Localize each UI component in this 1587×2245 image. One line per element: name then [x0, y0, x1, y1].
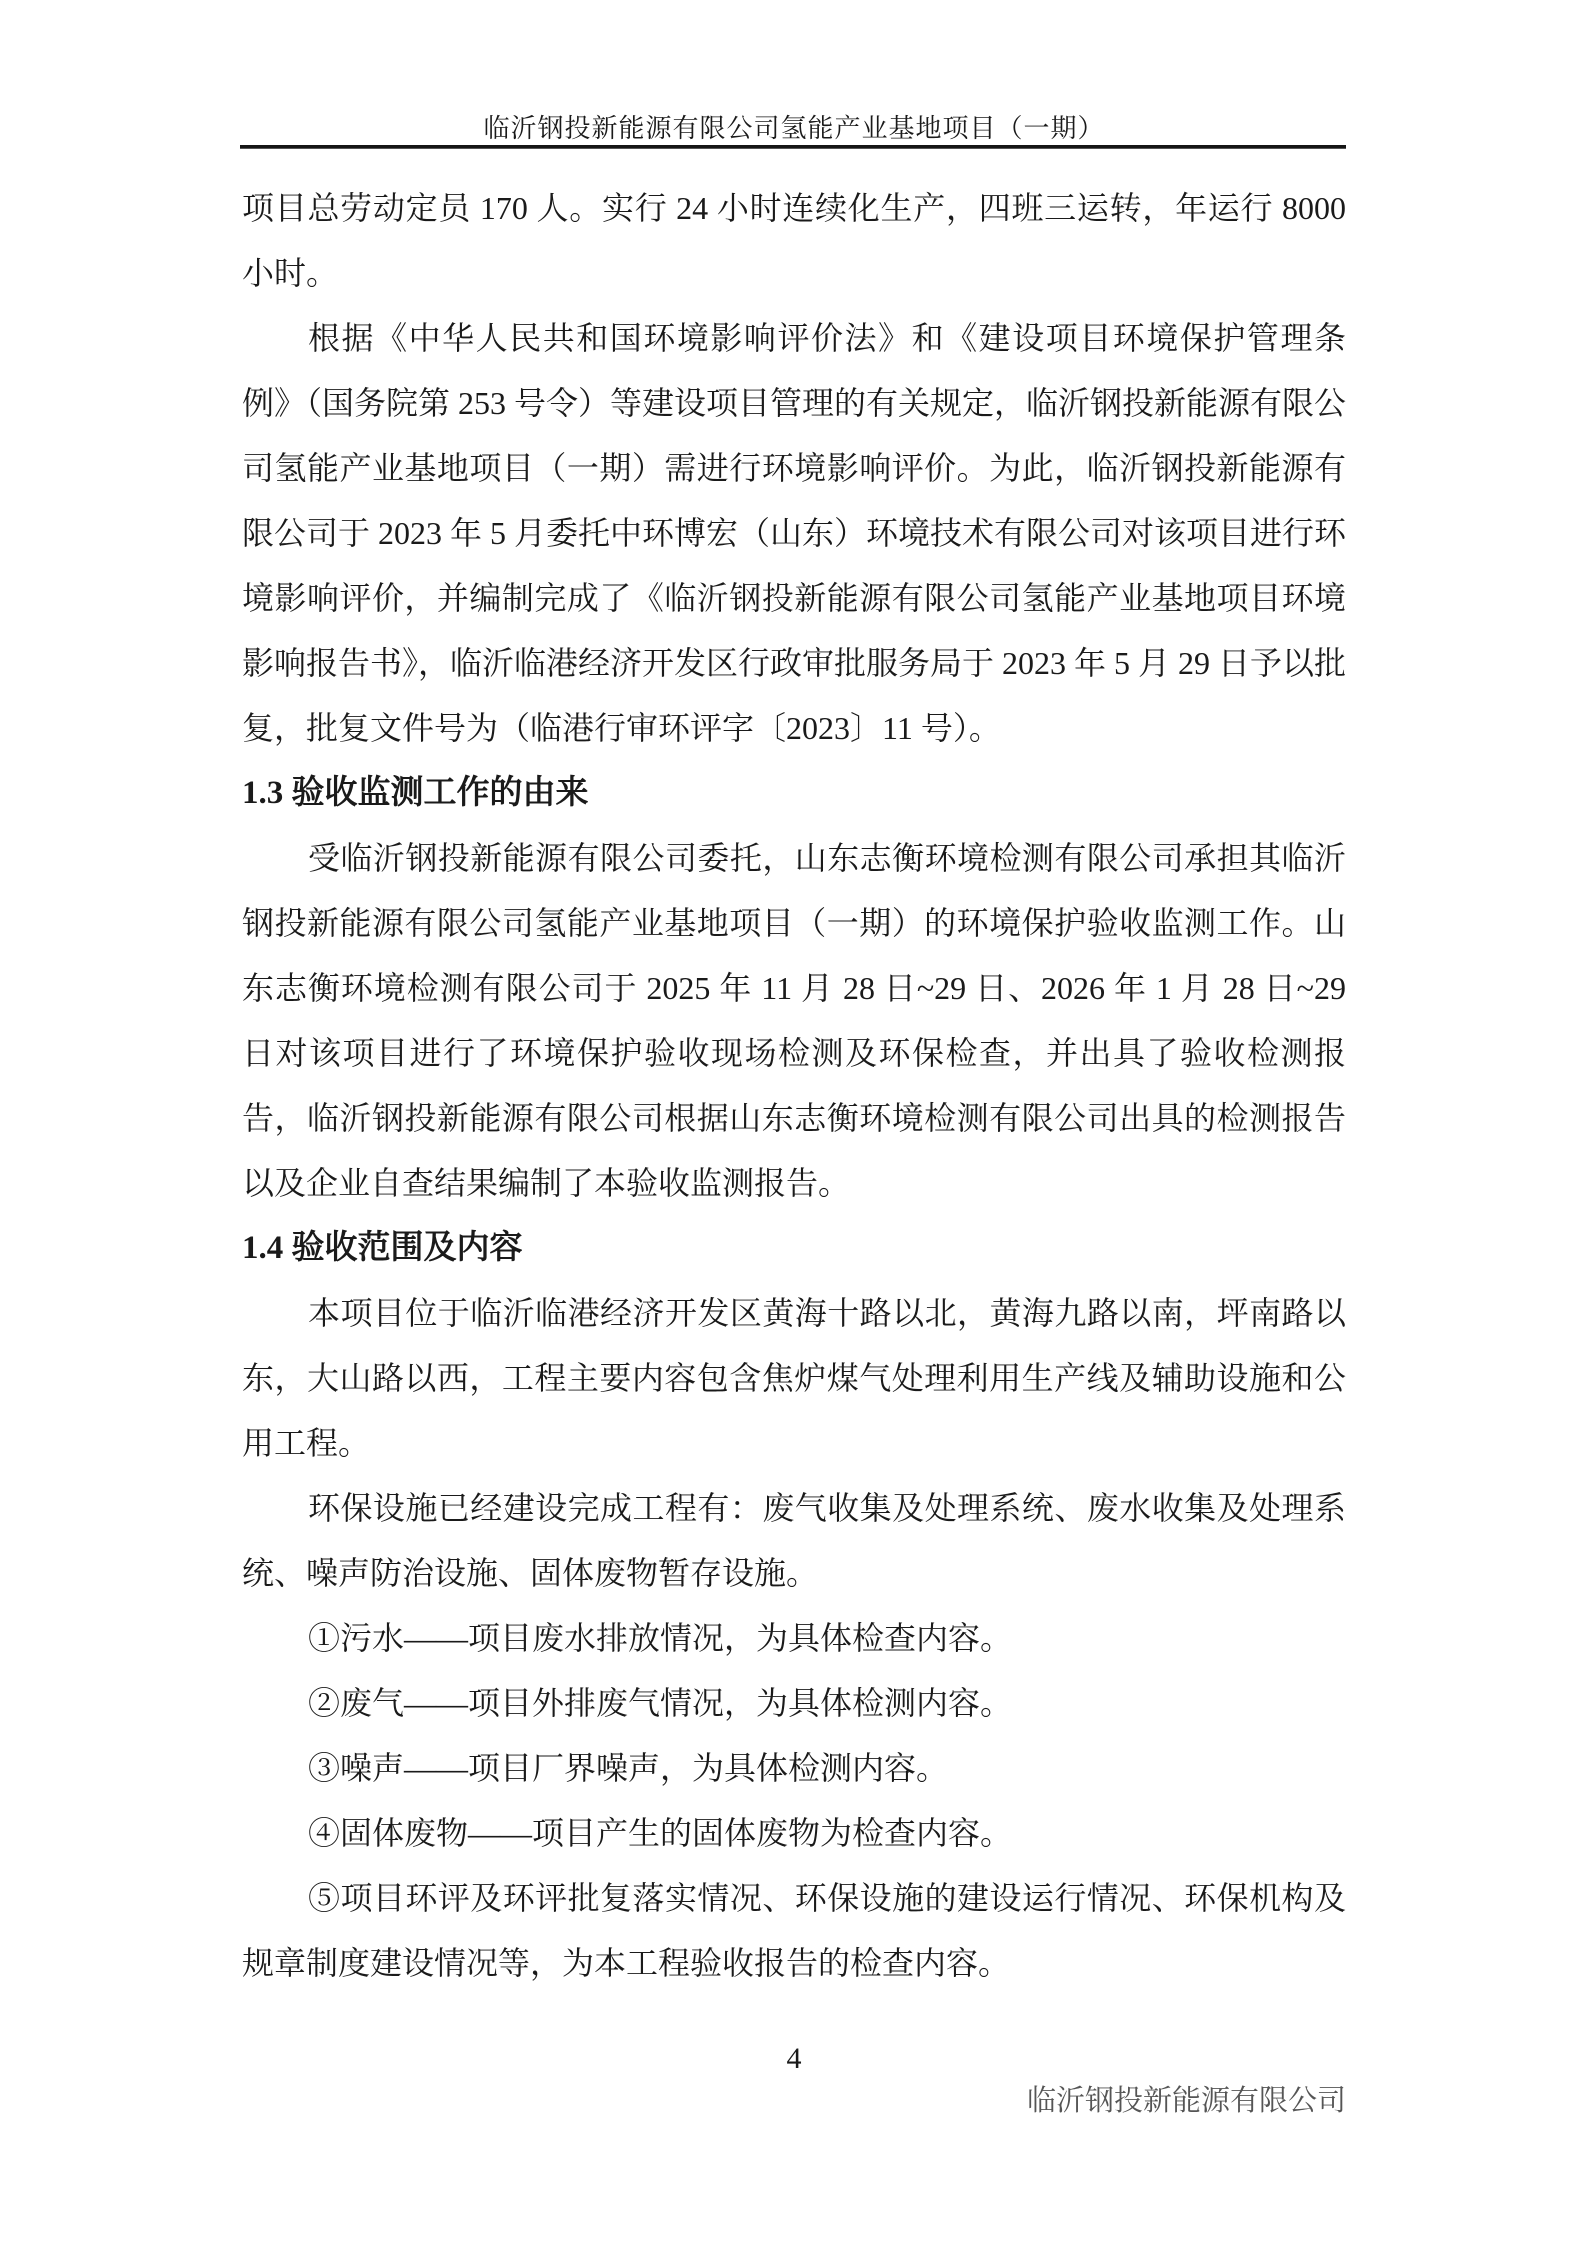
paragraph: ②废气——项目外排废气情况，为具体检测内容。 [308, 1685, 1013, 1721]
page-number: 4 [786, 2042, 802, 2075]
document-body [242, 176, 1346, 1996]
paragraph: 根据《中华人民共和国环境影响评价法》和《建设项目环境保护管理条例》（国务院第 253 号令）等建设项目管理的有关规定，临沂钢投新能源有限公司氢能产业基地项目（一期）需进行环境影响评价。为此，临沂钢投新能源有限公司于 2023 年 5 月委托中环博宏（山东）环境技术有限公司对该项目进行环境影响评价，并编制完成了《临沂钢投新能源有限公司氢能产业基地项目环境影响报告书》，临沂临港经济开发区行政审批服务局于 2023 年 5 月 29 日予以批复，批复文件号为（临港行审环评字〔2023〕11 号）。 [242, 320, 1347, 746]
paragraph: ⑤项目环评及环评批复落实情况、环保设施的建设运行情况、环保机构及规章制度建设情况等，为本工程验收报告的检查内容。 [242, 1880, 1346, 1981]
paragraph: ③噪声——项目厂界噪声，为具体检测内容。 [308, 1750, 949, 1786]
paragraph: 本项目位于临沂临港经济开发区黄海十路以北，黄海九路以南，坪南路以东，大山路以西，工程主要内容包含焦炉煤气处理利用生产线及辅助设施和公用工程。 [242, 1295, 1346, 1461]
paragraph: ①污水——项目废水排放情况，为具体检查内容。 [308, 1620, 1013, 1656]
header-rule-divider [240, 145, 1346, 149]
page-header-title: 临沂钢投新能源有限公司氢能产业基地项目（一期） [483, 114, 1105, 143]
footer-company-name: 临沂钢投新能源有限公司 [1026, 2085, 1346, 2117]
section-heading: 1.4 验收范围及内容 [242, 1230, 523, 1266]
paragraph: 受临沂钢投新能源有限公司委托，山东志衡环境检测有限公司承担其临沂钢投新能源有限公司氢能产业基地项目（一期）的环境保护验收监测工作。山东志衡环境检测有限公司于 2025 年 11 月 28 日~29 日、2026 年 1 月 28 日~29 日对该项目进行了环境保护验收现场检测及环保检查，并出具了验收检测报告，临沂钢投新能源有限公司根据山东志衡环境检测有限公司出具的检测报告以及企业自查结果编制了本验收监测报告。 [242, 840, 1346, 1201]
paragraph: ④固体废物——项目产生的固体废物为检查内容。 [308, 1815, 1013, 1851]
paragraph: 项目总劳动定员 170 人。实行 24 小时连续化生产，四班三运转，年运行 8000 小时。 [242, 190, 1346, 291]
paragraph: 环保设施已经建设完成工程有：废气收集及处理系统、废水收集及处理系统、噪声防治设施、固体废物暂存设施。 [242, 1490, 1346, 1591]
section-heading: 1.3 验收监测工作的由来 [242, 775, 589, 811]
